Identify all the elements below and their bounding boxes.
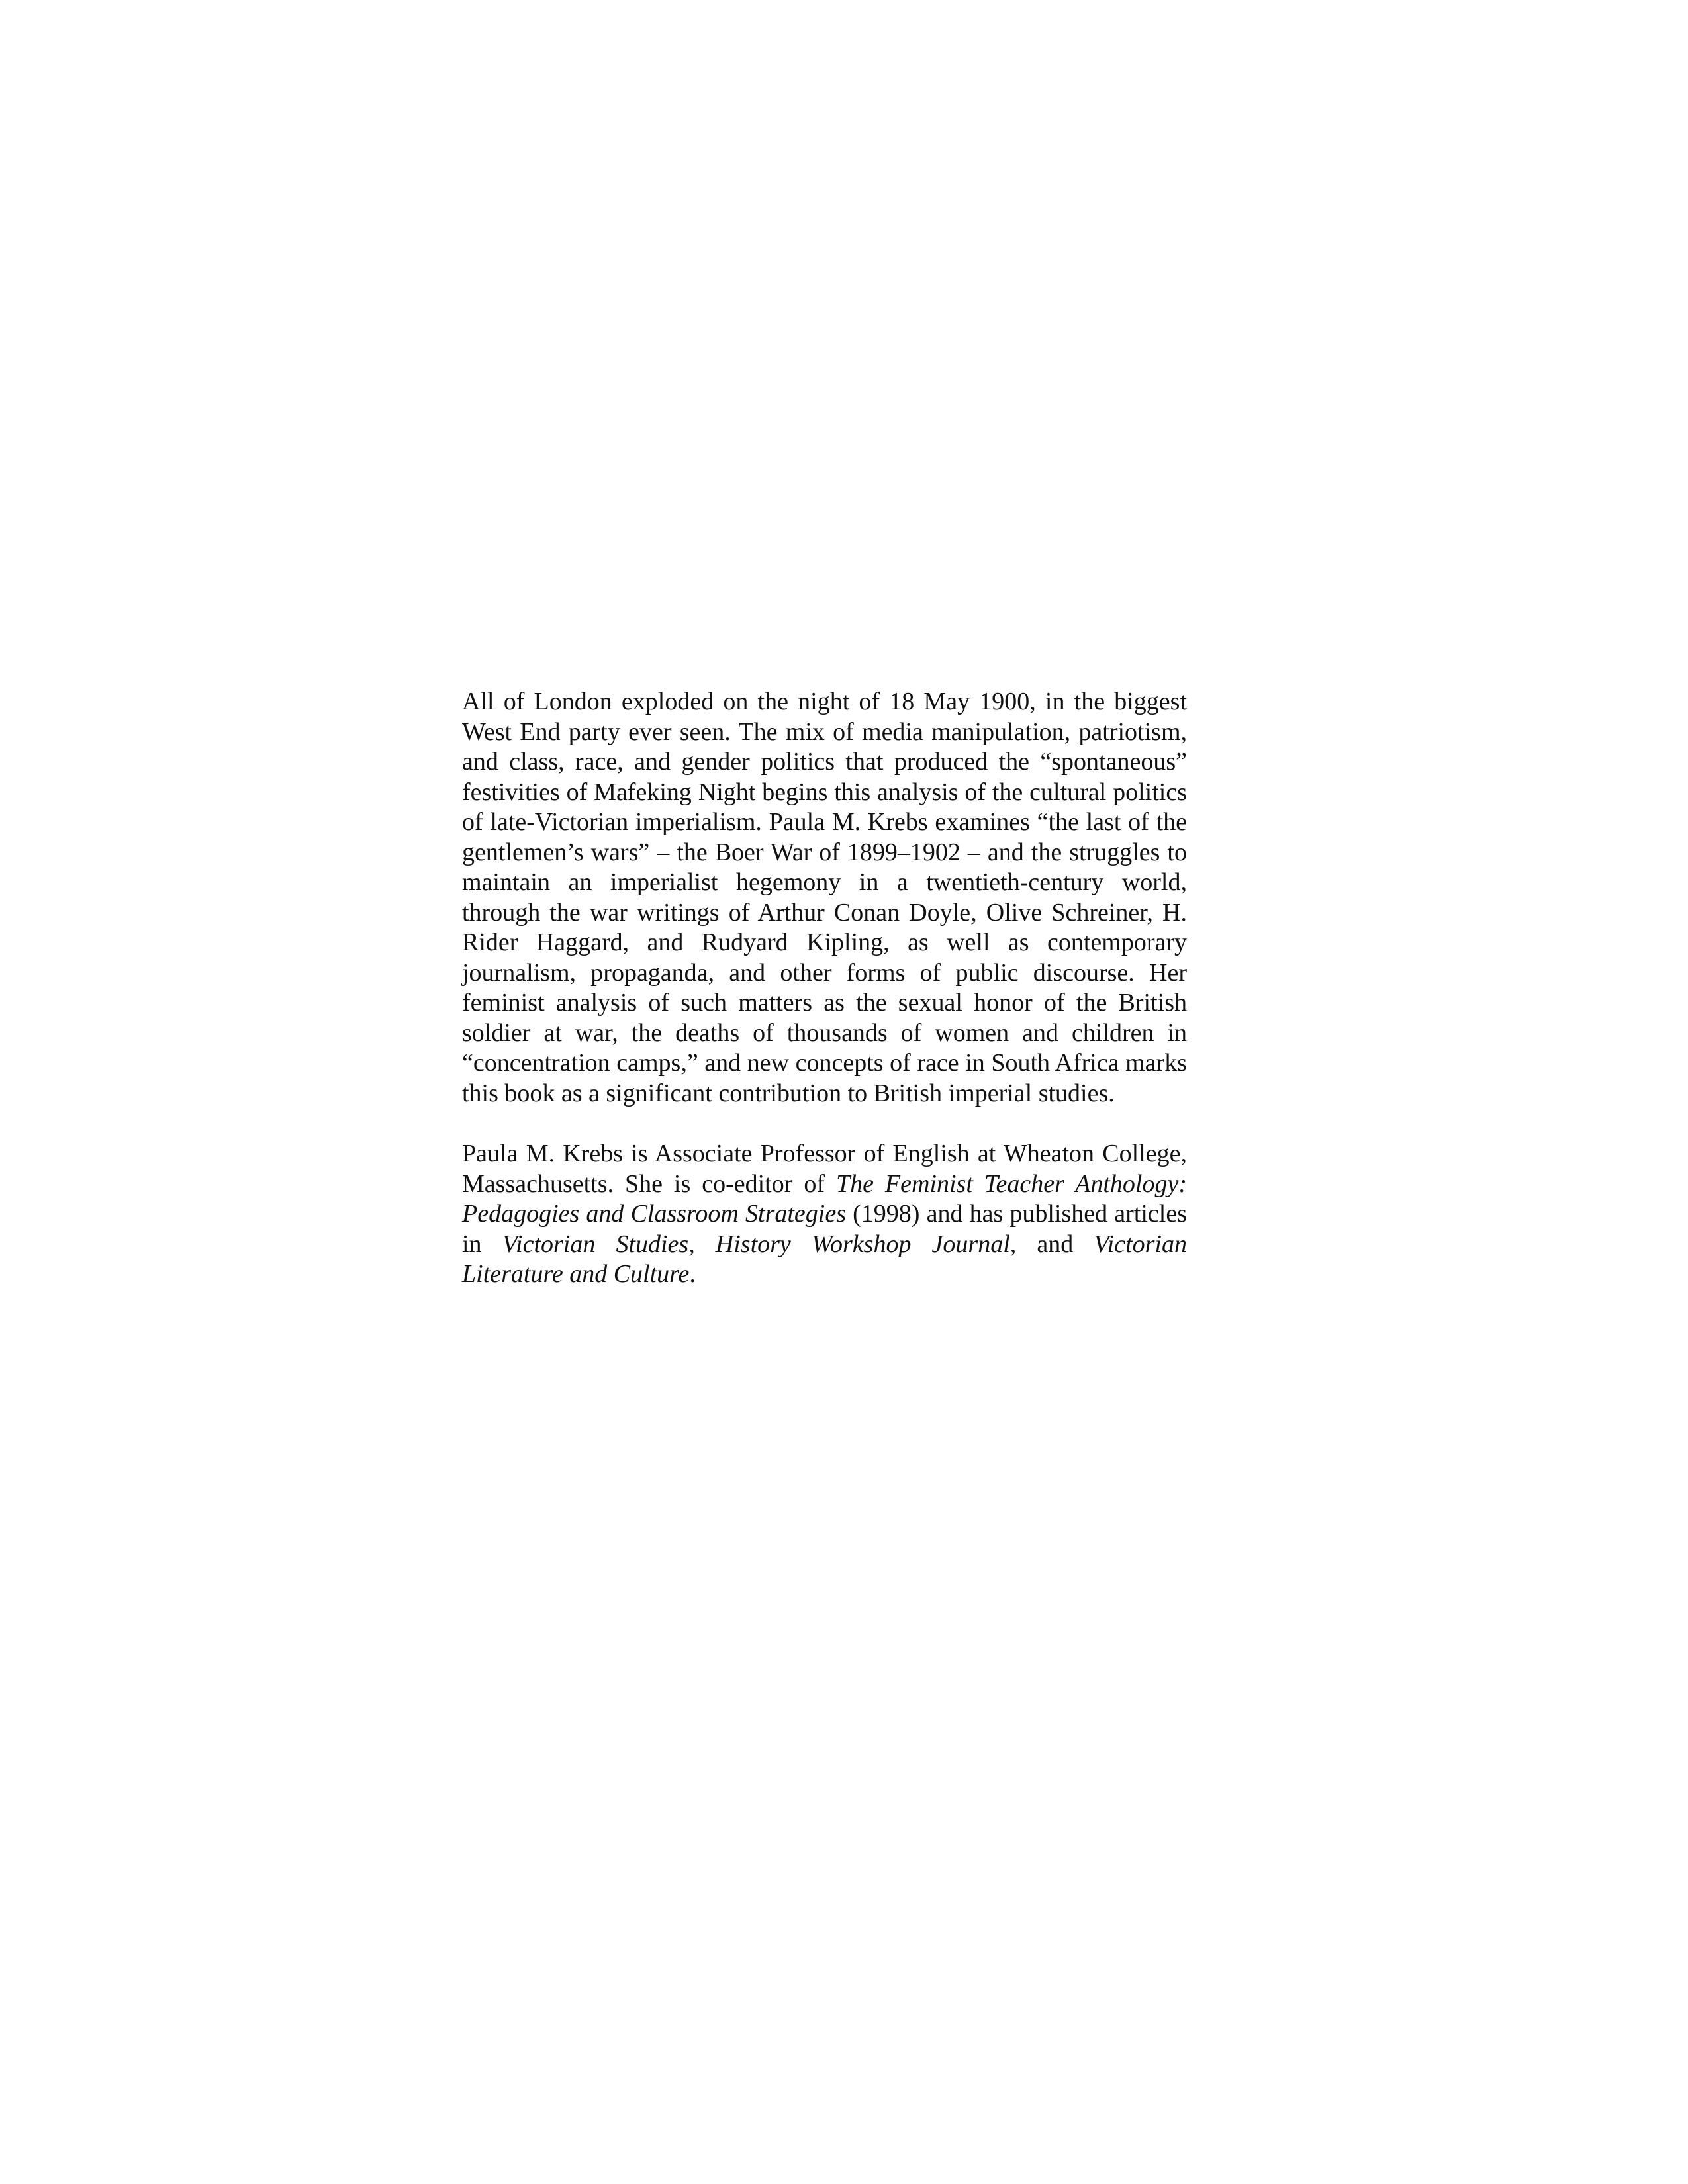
separator-2: , and xyxy=(1009,1230,1094,1258)
author-bio-end: . xyxy=(689,1260,696,1288)
author-bio-text-2: (1998) and has published articles in xyxy=(462,1200,1188,1258)
book-title: The Feminist Teacher Anthology: Pedagogies and Classroom Strategies xyxy=(462,1169,1187,1228)
text-block xyxy=(462,687,1187,1290)
book-description-paragraph: All of London exploded on the night of 18 May 1900, in the biggest West End party ever seen. The mix of media manipulation, patriotism, and class, race, and gender politics that produced the “spontaneous” festivities of Mafeking Night begins this analysis of the cultural politics of late-Victorian imperialism. Paula M. Krebs examines “the last of the gentlemen’s wars” – the Boer War of 1899–1902 – and the struggles to maintain an imperialist hegemony in a twentieth-century world, through the war writings of Arthur Conan Doyle, Olive Schreiner, H. Rider Haggard, and Rudyard Kipling, as well as contemporary journalism, propaganda, and other forms of public discourse. Her feminist analysis of such matters as the sexual honor of the British soldier at war, the deaths of thousands of women and children in “concentration camps,” and new concepts of race in South Africa marks this book as a significant contribution to British imperial studies. xyxy=(462,688,1187,1107)
author-bio-text-1: Paula M. Krebs is Associate Professor of English at Wheaton College, Massachusetts. She is co-editor of xyxy=(462,1140,1187,1198)
journal-title-2: History Workshop Journal xyxy=(715,1230,1010,1258)
separator-1: , xyxy=(688,1230,716,1258)
journal-title-3: Victorian Literature and Culture xyxy=(462,1230,1187,1288)
author-bio-paragraph xyxy=(462,1139,1187,1290)
journal-title-1: Victorian Studies xyxy=(502,1230,689,1258)
